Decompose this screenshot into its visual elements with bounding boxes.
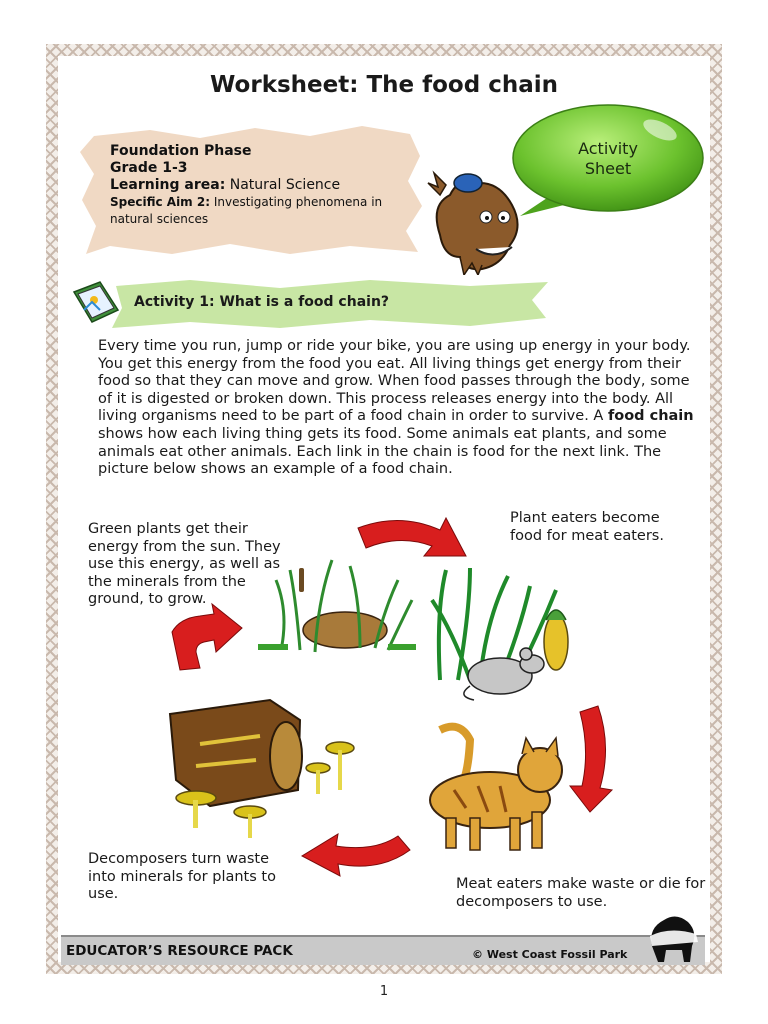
activity-sheet-text [560,139,656,179]
footer-copyright: © West Coast Fossil Park [472,948,628,961]
arrow-sun-to-plants [172,604,242,670]
arrow-plant-eaters-to-meat-eaters [570,706,612,812]
paragraph-text-2: shows how each living thing gets its food. Some animals eat plants, and some animals eat other animals. Each link in the chain is food for the next link. The picture below shows an example of a food chain. [98,425,667,478]
worksheet-title: Worksheet: The food chain [210,72,558,98]
activity-title: Activity 1: What is a food chain? [134,294,390,310]
caption-plants: Green plants get their energy from the sun. They use this energy, as well as the minerals from the ground, to grow. [88,521,281,608]
caption-meat-eaters: Meat eaters make waste or die for decomposers to use. [456,876,706,910]
caption-decomposers: Decomposers turn waste into minerals for plants to use. [88,851,276,903]
book-icon [70,280,122,328]
intro-paragraph [98,338,698,479]
arrow-plants-to-plant-eaters [358,518,466,556]
moose-mascot-illustration [420,165,530,275]
paragraph-bold-term: food chain [607,408,694,425]
learning-area-value: Natural Science [229,177,341,193]
arrow-meat-eaters-to-decomposers [302,834,410,876]
bubble-line-2: Sheet [584,159,632,178]
learning-area [110,177,410,194]
footer-resource-pack: EDUCATOR’S RESOURCE PACK [66,943,293,959]
fossil-park-logo-icon [646,906,700,964]
learning-area-label: Learning area: [110,177,226,193]
page-number: 1 [379,984,389,999]
plant-eater-mouse-drawing [432,568,568,700]
specific-aim [110,194,410,228]
meat-eater-cat-drawing [430,727,562,850]
food-chain-illustration [0,500,768,900]
green-plants-drawing [258,560,416,652]
caption-plant-eaters: Plant eaters become food for meat eaters. [510,510,664,544]
worksheet-info [110,143,410,228]
phase-label: Foundation Phase [110,143,252,159]
grade-label: Grade 1-3 [110,160,188,176]
specific-aim-label: Specific Aim 2: [110,195,211,209]
decomposer-log-mushrooms-drawing [170,700,354,838]
bubble-line-1: Activity [578,139,638,158]
paragraph-text-1: Every time you run, jump or ride your bike, you are using up energy in your body. You get this energy from the food you eat. All living things get energy from their food so that they can move and grow. When food passes through the body, some of it is digested or broken down. This process releases energy into the body. All living organisms need to be part of a food chain in order to survive. A [98,338,691,425]
specific-aim-value: Investigating phenomena in natural sciences [110,195,383,226]
